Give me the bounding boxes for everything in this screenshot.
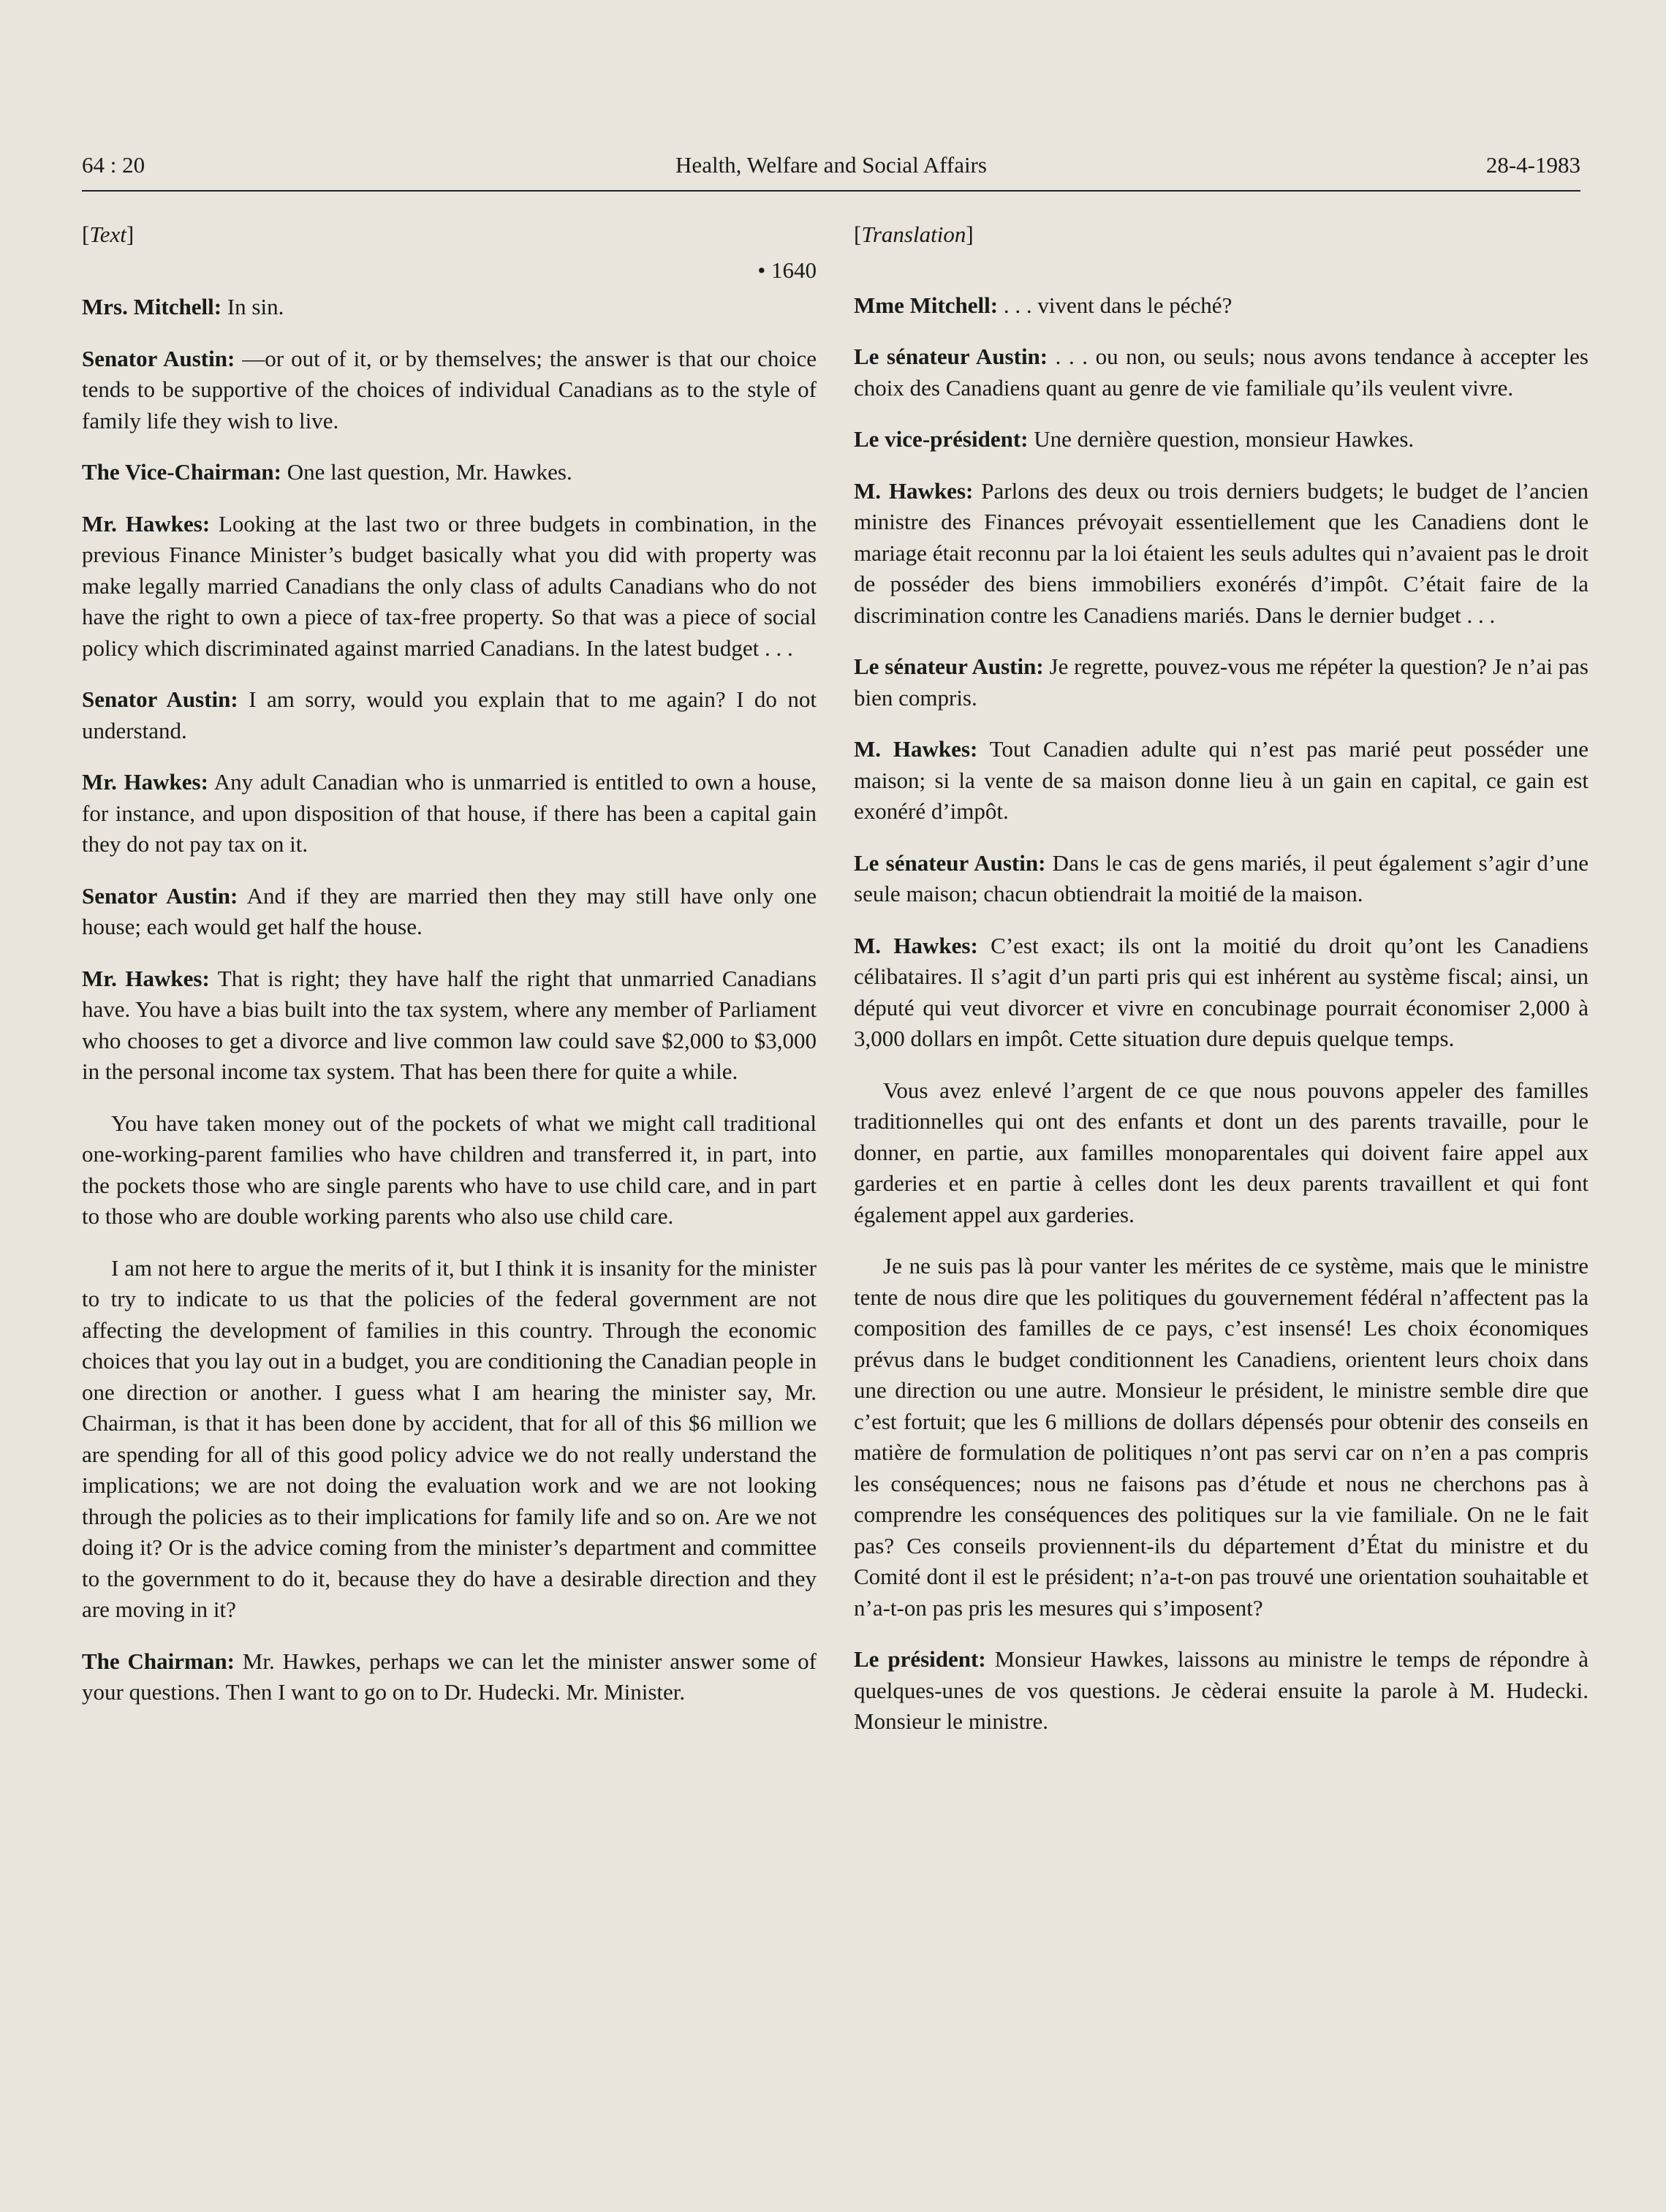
speaker-name: M. Hawkes: bbox=[854, 477, 974, 504]
speech-text: . . . ou non, ou seuls; nous avons tendance à accepter les choix des Canadiens quant au genre de vie familiale qu’ils veulent vivre. bbox=[854, 344, 1589, 401]
speech-text: Tout Canadien adulte qui n’est pas marié peut posséder une maison; si la vente de sa maison donne lieu à un gain en capital, ce gain est exonéré d’impôt. bbox=[854, 736, 1589, 824]
page-title: Health, Welfare and Social Affairs bbox=[675, 152, 987, 178]
speech-paragraph bbox=[854, 424, 1589, 455]
speaker-name: The Chairman: bbox=[82, 1648, 235, 1674]
speech-text: Je regrette, pouvez-vous me répéter la question? Je n’ai pas bien compris. bbox=[854, 654, 1589, 711]
speech-text: Any adult Canadian who is unmarried is entitled to own a house, for instance, and upon disposition of that house, if there has been a capital gain they do not pay tax on it. bbox=[82, 769, 817, 857]
speech-paragraph bbox=[82, 457, 817, 488]
speech-text: Je ne suis pas là pour vanter les mérites de ce système, mais que le ministre tente de nous dire que les politiques du gouvernement fédéral n’affectent pas la composition des familles de ce pays, c’est insensé! Les choix économiques prévus dans le budget conditionnent les Canadiens, orientent leurs choix dans une direction ou une autre. Monsieur le président, le ministre semble dire que c’est fortuit; que les 6 millions de dollars dépensés pour obtenir des conseils en matière de formulation de politiques n’ont pas servi car on n’en a pas compris les conséquences; nous ne faisons pas d’étude et nous ne cherchons pas à comprendre les conséquences des politiques sur la vie familiale. On ne le fait pas? Ces conseils proviennent-ils du département d’État du ministre et du Comité dont il est le président; n’a-t-on pas trouvé une orientation souhaitable et n’a-t-on pas pris les mesures qui s’imposent? bbox=[854, 1253, 1589, 1621]
speech-text: . . . vivent dans le péché? bbox=[998, 292, 1233, 318]
speaker-name: Mrs. Mitchell: bbox=[82, 294, 222, 319]
speech-text: —or out of it, or by themselves; the answer is that our choice tends to be supportive of the choices of individual Canadians as to the style of family life they wish to live. bbox=[82, 345, 817, 433]
speech-paragraph bbox=[854, 1251, 1589, 1624]
speech-paragraph bbox=[82, 509, 817, 664]
speech-paragraph bbox=[82, 344, 817, 437]
english-column bbox=[82, 219, 817, 1729]
speech-paragraph bbox=[854, 651, 1589, 713]
speech-paragraph bbox=[854, 476, 1589, 632]
speech-paragraph bbox=[82, 1646, 817, 1708]
speech-text: Dans le cas de gens mariés, il peut également s’agir d’une seule maison; chacun obtiendrait la moitié de la maison. bbox=[854, 849, 1589, 906]
speech-paragraph bbox=[854, 341, 1589, 404]
column-label: [Text] bbox=[82, 221, 135, 247]
speaker-name: Senator Austin: bbox=[82, 686, 238, 712]
speech-text: I am not here to argue the merits of it, but I think it is insanity for the minister to try to indicate to us that the policies of the federal government are not affecting the development of families in this country. Through the economic choices that you lay out in a budget, you are conditioning the Canadian people in one direction or another. I guess what I am hearing the minister say, Mr. Chairman, is that it has been done by accident, that for all of this $6 million we are spending for all of this good policy advice we do not really understand the implications; we are not doing the evaluation work and we are not looking through the policies as to their implications for family life and so on. Are we not doing it? Or is the advice coming from the minister’s department and committee to the government to do it, because they do have a desirable direction and they are moving in it? bbox=[82, 1254, 817, 1622]
page-number: 64 : 20 bbox=[82, 152, 145, 178]
speaker-name: M. Hawkes: bbox=[854, 736, 978, 762]
french-column bbox=[854, 219, 1589, 1758]
page-date: 28-4-1983 bbox=[1485, 152, 1580, 178]
speaker-name: Mme Mitchell: bbox=[854, 292, 999, 318]
speech-text: You have taken money out of the pockets of what we might call traditional one-working-parent families who have children and transferred it, in part, into the pockets those who are single parents who have to use child care, and in part to those who are double working parents who also use child care. bbox=[82, 1110, 817, 1229]
speech-text: I am sorry, would you explain that to me again? I do not understand. bbox=[82, 686, 817, 743]
timestamp: • 1640 bbox=[757, 257, 817, 283]
speaker-name: M. Hawkes: bbox=[854, 932, 978, 958]
english-paragraphs bbox=[82, 292, 817, 1708]
speech-paragraph bbox=[82, 767, 817, 860]
speech-text: Monsieur Hawkes, laissons au ministre le temps de répondre à quelques-unes de vos questions. Je cèderai ensuite la parole à M. Hudecki. Monsieur le ministre. bbox=[854, 1646, 1589, 1734]
column-label: [Translation] bbox=[854, 221, 974, 247]
speaker-name: The Vice-Chairman: bbox=[82, 459, 281, 485]
speech-text: One last question, Mr. Hawkes. bbox=[281, 459, 572, 485]
speech-paragraph bbox=[82, 292, 817, 323]
speech-text: And if they are married then they may still have only one house; each would get half the house. bbox=[82, 882, 817, 939]
page-header bbox=[82, 146, 1580, 192]
speech-paragraph bbox=[82, 1108, 817, 1232]
speech-text: In sin. bbox=[221, 294, 284, 319]
speaker-name: Le sénateur Austin: bbox=[854, 654, 1044, 679]
speech-text: Une dernière question, monsieur Hawkes. bbox=[1028, 426, 1415, 452]
speech-paragraph bbox=[854, 734, 1589, 827]
speech-paragraph bbox=[854, 848, 1589, 910]
speaker-name: Le président: bbox=[854, 1646, 986, 1672]
french-paragraphs bbox=[854, 290, 1589, 1738]
speech-text: C’est exact; ils ont la moitié du droit qu’ont les Canadiens célibataires. Il s’agit d’un parti pris qui est inhérent au système fiscal; ainsi, un député qui veut divorcer et vivre en concubinage pourrait économiser 2,000 à 3,000 dollars en impôt. Cette situation dure depuis quelque temps. bbox=[854, 932, 1589, 1051]
speaker-name: Le sénateur Austin: bbox=[854, 344, 1048, 369]
speech-paragraph bbox=[854, 1075, 1589, 1231]
speech-text: Mr. Hawkes, perhaps we can let the minister answer some of your questions. Then I want to go on to Dr. Hudecki. Mr. Minister. bbox=[82, 1648, 817, 1705]
speaker-name: Mr. Hawkes: bbox=[82, 769, 208, 795]
speech-text: Looking at the last two or three budgets in combination, in the previous Finance Minister’s budget basically what you did with property was make legally married Canadians the only class of adults Canadians who do not have the right to own a piece of tax-free property. So that was a piece of social policy which discriminated against married Canadians. In the latest budget . . . bbox=[82, 510, 817, 661]
speaker-name: Senator Austin: bbox=[82, 882, 238, 909]
speech-paragraph bbox=[854, 1644, 1589, 1738]
speech-paragraph bbox=[854, 931, 1589, 1055]
speech-paragraph bbox=[854, 290, 1589, 322]
speaker-name: Senator Austin: bbox=[82, 345, 235, 371]
speech-text: Parlons des deux ou trois derniers budgets; le budget de l’ancien ministre des Finances prévoyait essentiellement que les Canadiens dont le mariage était reconnu par la loi étaient les seuls adultes qui n’avaient pas le droit de posséder des biens immobiliers exonérés d’impôt. C’était faire de la discrimination contre les Canadiens mariés. Dans le dernier budget . . . bbox=[854, 477, 1589, 628]
speaker-name: Mr. Hawkes: bbox=[82, 965, 210, 991]
speaker-name: Mr. Hawkes: bbox=[82, 510, 211, 537]
speaker-name: Le vice-président: bbox=[854, 426, 1029, 452]
speech-paragraph bbox=[82, 1253, 817, 1626]
speech-text: That is right; they have half the right that unmarried Canadians have. You have a bias built into the tax system, where any member of Parliament who chooses to get a divorce and live common law could save $2,000 to $3,000 in the personal income tax system. That has been there for quite a while. bbox=[82, 965, 817, 1084]
speech-paragraph bbox=[82, 881, 817, 943]
speaker-name: Le sénateur Austin: bbox=[854, 849, 1046, 876]
speech-paragraph bbox=[82, 684, 817, 746]
speech-paragraph bbox=[82, 963, 817, 1088]
speech-text: Vous avez enlevé l’argent de ce que nous pouvons appeler des familles traditionnelles qui ont des enfants et dont un des parents travaille, pour le donner, en partie, aux familles monoparentales qui doivent faire appel aux garderies et en partie à celles dont les deux parents travaillent et qui font également appel aux garderies. bbox=[854, 1077, 1589, 1227]
